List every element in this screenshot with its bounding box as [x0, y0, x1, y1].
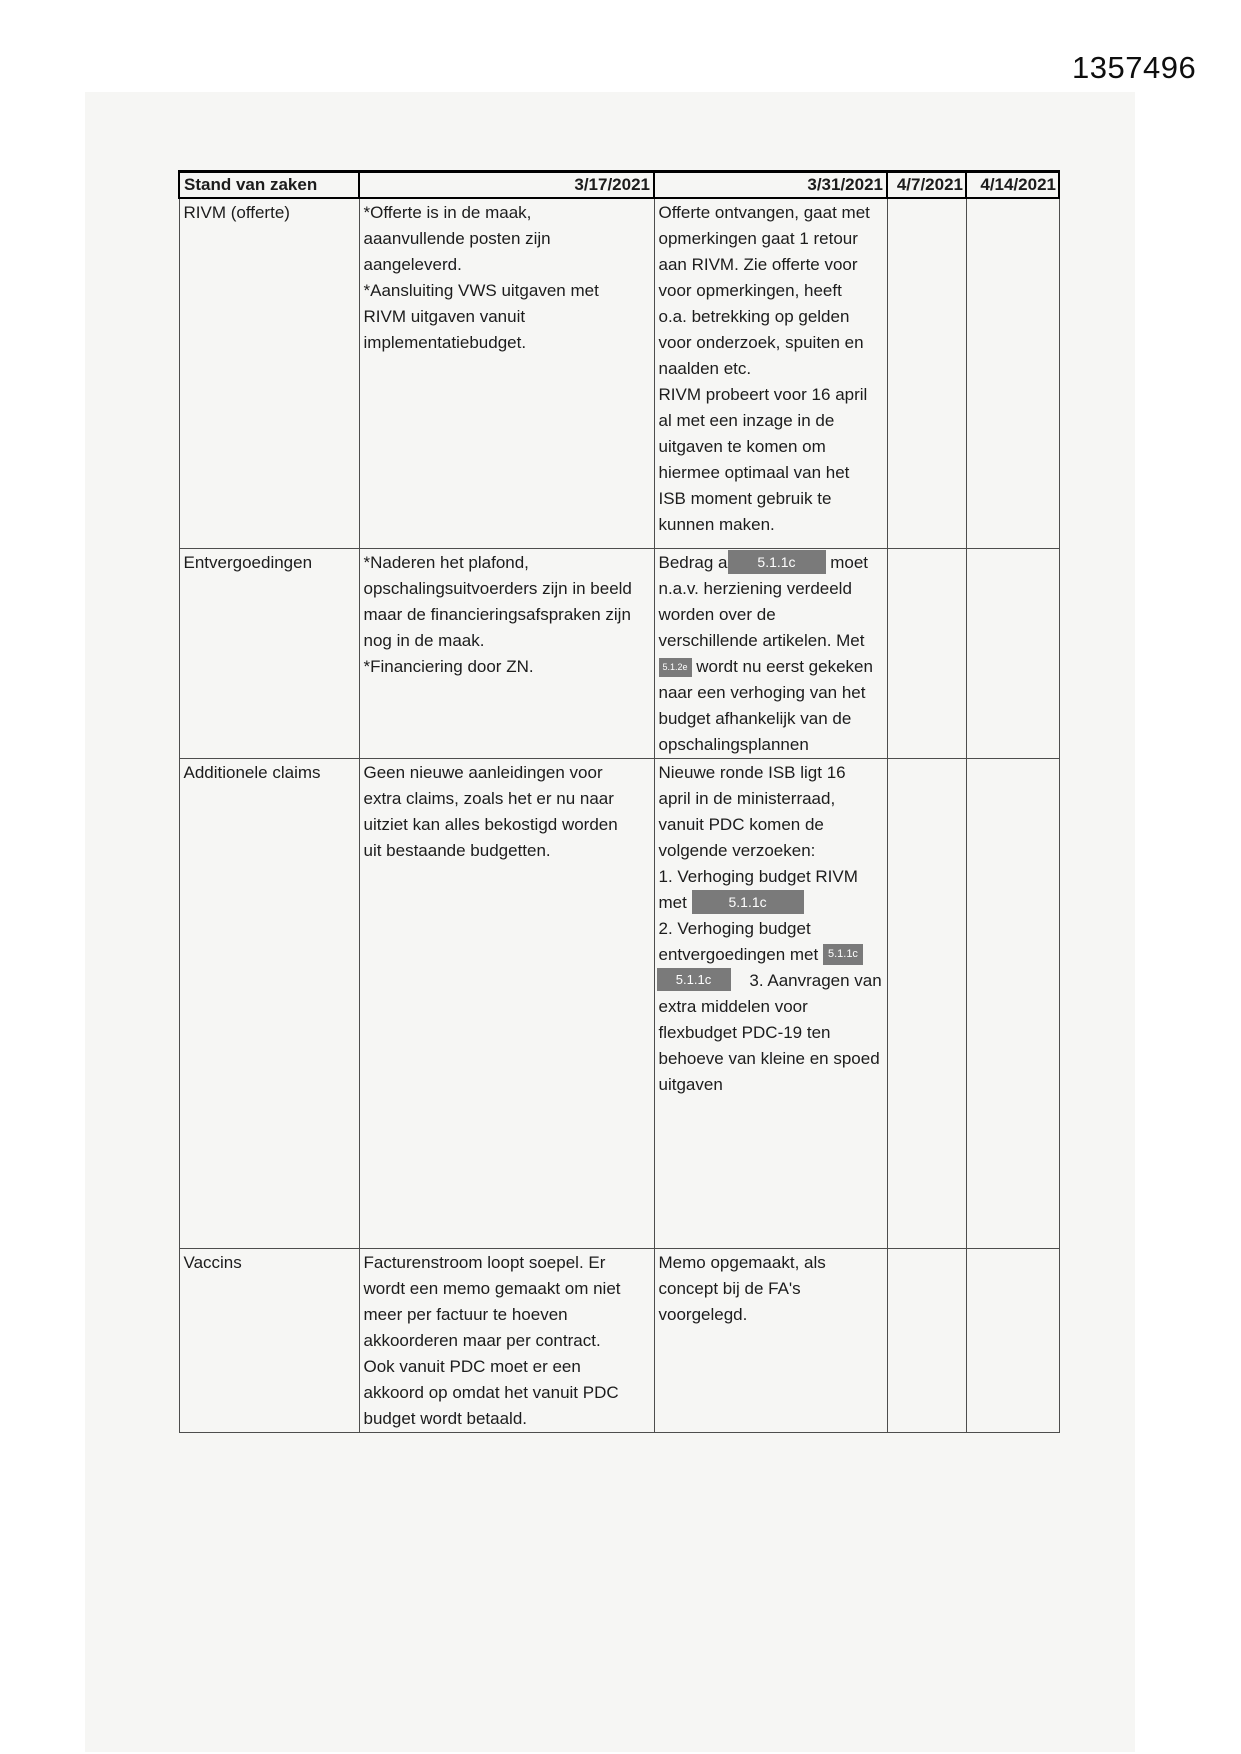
- redaction-box: 5.1.1c: [692, 890, 804, 914]
- text-line: RIVM uitgaven vanuit: [363, 306, 526, 326]
- text-line: vanuit PDC komen de: [658, 815, 824, 834]
- text-line: akkoorderen maar per contract.: [363, 1331, 601, 1350]
- text-line: budget wordt betaald.: [363, 1409, 528, 1428]
- text-line: uitgaven te komen om: [658, 436, 826, 456]
- text-line: Ook vanuit PDC moet er een: [363, 1357, 581, 1376]
- text-line: n.a.v. herziening verdeeld: [658, 579, 852, 598]
- text-line: kunnen maken.: [658, 514, 775, 534]
- text-line: Geen nieuwe aanleidingen voor: [363, 763, 603, 782]
- text-line: budget afhankelijk van de: [658, 709, 852, 728]
- text-line: *Naderen het plafond,: [363, 553, 529, 572]
- text-line: Nieuwe ronde ISB ligt 16: [658, 763, 846, 782]
- cell-empty: [966, 759, 1059, 1249]
- text-line: hiermee optimaal van het: [658, 462, 850, 482]
- redaction-box: 5.1.1c: [728, 550, 826, 574]
- cell-topic: Additionele claims: [179, 759, 359, 1249]
- text-line: opmerkingen gaat 1 retour: [658, 228, 858, 248]
- text-line: 5.1.1c 3. Aanvragen van: [659, 968, 884, 994]
- header-row: [179, 172, 1059, 198]
- column-header-4-7-2021: 4/7/2021: [887, 172, 966, 198]
- text-line: wordt een memo gemaakt om niet: [363, 1279, 621, 1298]
- text-line: Facturenstroom loopt soepel. Er: [363, 1253, 606, 1272]
- text-line: aan RIVM. Zie offerte voor: [658, 254, 858, 274]
- cell-status-3-31: [654, 198, 887, 549]
- cell-status-3-17: [359, 549, 654, 759]
- table-row-rivm-offerte: [179, 198, 1059, 549]
- text-line: Offerte ontvangen, gaat met: [658, 202, 870, 222]
- text-line: aangeleverd.: [363, 254, 462, 274]
- text-line: uit bestaande budgetten.: [363, 841, 551, 860]
- text-line: *Financiering door ZN.: [363, 657, 534, 676]
- cell-status-3-17: [359, 198, 654, 549]
- text-line: *Aansluiting VWS uitgaven met: [363, 280, 599, 300]
- text-line: extra claims, zoals het er nu naar: [363, 789, 614, 808]
- cell-status-3-17: [359, 759, 654, 1249]
- text-line: Memo opgemaakt, als: [658, 1253, 826, 1272]
- text-line: al met een inzage in de: [658, 410, 835, 430]
- cell-topic: Vaccins: [179, 1249, 359, 1433]
- text-line: voorgelegd.: [658, 1305, 748, 1324]
- column-header-stand-van-zaken: Stand van zaken: [179, 172, 359, 198]
- text-line: aaanvullende posten zijn: [363, 228, 551, 248]
- text-line: voor opmerkingen, heeft: [658, 280, 842, 300]
- text-line: entvergoedingen met 5.1.1c: [659, 942, 884, 968]
- text-line: voor onderzoek, spuiten en: [658, 332, 864, 352]
- table-row-additionele-claims: [179, 759, 1059, 1249]
- cell-empty: [887, 549, 966, 759]
- text-line: akkoord op omdat het vanuit PDC: [363, 1383, 619, 1402]
- text-line: behoeve van kleine en spoed: [658, 1049, 880, 1068]
- text-line: o.a. betrekking op gelden: [658, 306, 850, 326]
- text-line: *Offerte is in de maak,: [363, 202, 532, 222]
- text-line: naalden etc.: [658, 358, 752, 378]
- text-line: meer per factuur te hoeven: [363, 1305, 568, 1324]
- text-line: ISB moment gebruik te: [658, 488, 832, 508]
- cell-status-3-31: [654, 549, 887, 759]
- column-header-4-14-2021: 4/14/2021: [966, 172, 1059, 198]
- document-number: 1357496: [1072, 50, 1197, 85]
- text-line: naar een verhoging van het: [658, 683, 866, 702]
- text-line: opschalingsuitvoerders zijn in beeld: [363, 579, 632, 598]
- text-line: nog in de maak.: [363, 631, 485, 650]
- table-row-vaccins: [179, 1249, 1059, 1433]
- cell-empty: [887, 1249, 966, 1433]
- text-line: 5.1.2e wordt nu eerst gekeken: [659, 654, 884, 680]
- text-line: concept bij de FA's: [658, 1279, 801, 1298]
- redaction-box: 5.1.1c: [657, 968, 731, 991]
- cell-empty: [966, 198, 1059, 549]
- text-line: met 5.1.1c: [659, 890, 884, 916]
- text-line: flexbudget PDC-19 ten: [658, 1023, 831, 1042]
- text-line: volgende verzoeken:: [658, 841, 816, 860]
- table-row-entvergoedingen: [179, 549, 1059, 759]
- text-line: Bedrag a 5.1.1c moet: [659, 550, 884, 576]
- text-line: uitziet kan alles bekostigd worden: [363, 815, 618, 834]
- cell-status-3-17: [359, 1249, 654, 1433]
- cell-topic: RIVM (offerte): [179, 198, 359, 549]
- cell-status-3-31: [654, 759, 887, 1249]
- column-header-3-17-2021: 3/17/2021: [359, 172, 654, 198]
- text-line: verschillende artikelen. Met: [658, 631, 865, 650]
- cell-empty: [966, 549, 1059, 759]
- text-line: april in de ministerraad,: [658, 789, 836, 808]
- text-line: extra middelen voor: [658, 997, 808, 1016]
- cell-empty: [887, 759, 966, 1249]
- text-line: implementatiebudget.: [363, 332, 527, 352]
- cell-empty: [966, 1249, 1059, 1433]
- redaction-box: 5.1.1c: [823, 944, 863, 965]
- redaction-box: 5.1.2e: [659, 658, 692, 677]
- text-line: RIVM probeert voor 16 april: [658, 384, 868, 404]
- text-line: opschalingsplannen: [658, 735, 809, 754]
- cell-empty: [887, 198, 966, 549]
- cell-status-3-31: [654, 1249, 887, 1433]
- text-line: uitgaven: [658, 1075, 723, 1094]
- column-header-3-31-2021: 3/31/2021: [654, 172, 887, 198]
- text-line: maar de financieringsafspraken zijn: [363, 605, 631, 624]
- text-line: worden over de: [658, 605, 776, 624]
- cell-topic: Entvergoedingen: [179, 549, 359, 759]
- text-line: 1. Verhoging budget RIVM: [658, 867, 858, 886]
- status-table: [178, 170, 1060, 1433]
- text-line: 2. Verhoging budget: [658, 919, 811, 938]
